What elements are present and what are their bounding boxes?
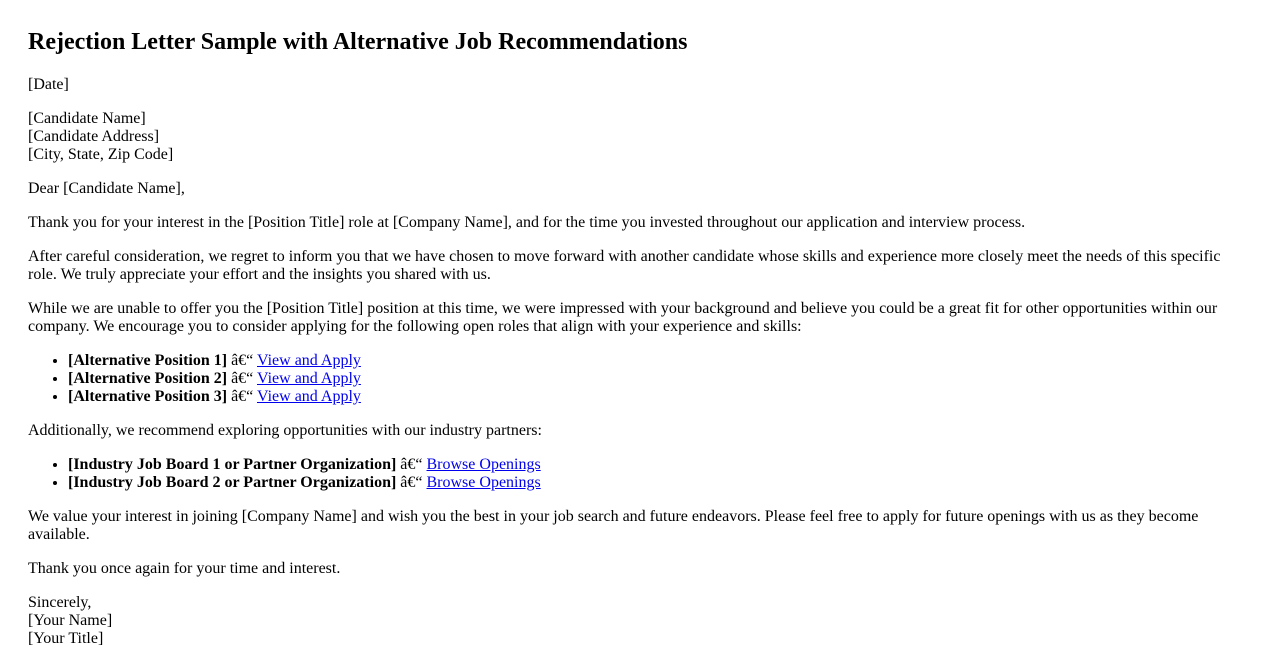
partner-list xyxy=(28,456,1250,492)
candidate-address: [Candidate Address] xyxy=(28,128,160,145)
paragraph-closing: We value your interest in joining [Company Name] and wish you the best in your job search and future endeavors. Please feel free to apply for future openings with us as they become available. xyxy=(28,508,1199,543)
separator: â€“ xyxy=(227,388,257,405)
paragraph-alternatives: While we are unable to offer you the [Position Title] position at this time, we were impressed with your background and believe you could be a great fit for other opportunities within our company. We encourage you to consider applying for the following open roles that align with your experience and skills: xyxy=(28,300,1218,335)
browse-openings-link[interactable]: Browse Openings xyxy=(426,474,541,491)
view-apply-link[interactable]: View and Apply xyxy=(257,370,361,387)
partner-name: [Industry Job Board 2 or Partner Organization] xyxy=(68,474,397,491)
list-item xyxy=(68,456,1250,474)
sender-name: [Your Name] xyxy=(28,612,113,629)
view-apply-link[interactable]: View and Apply xyxy=(257,352,361,369)
position-name: [Alternative Position 3] xyxy=(68,388,228,405)
signoff: Sincerely, xyxy=(28,594,92,611)
signature-block xyxy=(28,594,1250,648)
partner-name: [Industry Job Board 1 or Partner Organization] xyxy=(68,456,397,473)
browse-openings-link[interactable]: Browse Openings xyxy=(426,456,541,473)
candidate-address-block xyxy=(28,110,1250,164)
list-item xyxy=(68,388,1250,406)
candidate-name: [Candidate Name] xyxy=(28,110,146,127)
letter-date: [Date] xyxy=(28,76,69,93)
list-item xyxy=(68,352,1250,370)
position-name: [Alternative Position 1] xyxy=(68,352,228,369)
list-item xyxy=(68,370,1250,388)
sender-title: [Your Title] xyxy=(28,630,104,647)
view-apply-link[interactable]: View and Apply xyxy=(257,388,361,405)
paragraph-decision: After careful consideration, we regret to inform you that we have chosen to move forward with another candidate whose skills and experience more closely meet the needs of this specific role. We truly appreciate your effort and the insights you shared with us. xyxy=(28,248,1221,283)
list-item xyxy=(68,474,1250,492)
alternative-positions-list xyxy=(28,352,1250,406)
paragraph-partners: Additionally, we recommend exploring opportunities with our industry partners: xyxy=(28,422,542,439)
position-name: [Alternative Position 2] xyxy=(68,370,228,387)
separator: â€“ xyxy=(227,352,257,369)
paragraph-intro: Thank you for your interest in the [Position Title] role at [Company Name], and for the time you invested throughout our application and interview process. xyxy=(28,214,1026,231)
page-title: Rejection Letter Sample with Alternative Job Recommendations xyxy=(28,29,688,55)
separator: â€“ xyxy=(227,370,257,387)
candidate-city: [City, State, Zip Code] xyxy=(28,146,174,163)
greeting: Dear [Candidate Name], xyxy=(28,180,185,197)
separator: â€“ xyxy=(396,456,427,473)
separator: â€“ xyxy=(396,474,427,491)
paragraph-thanks: Thank you once again for your time and interest. xyxy=(28,560,341,577)
